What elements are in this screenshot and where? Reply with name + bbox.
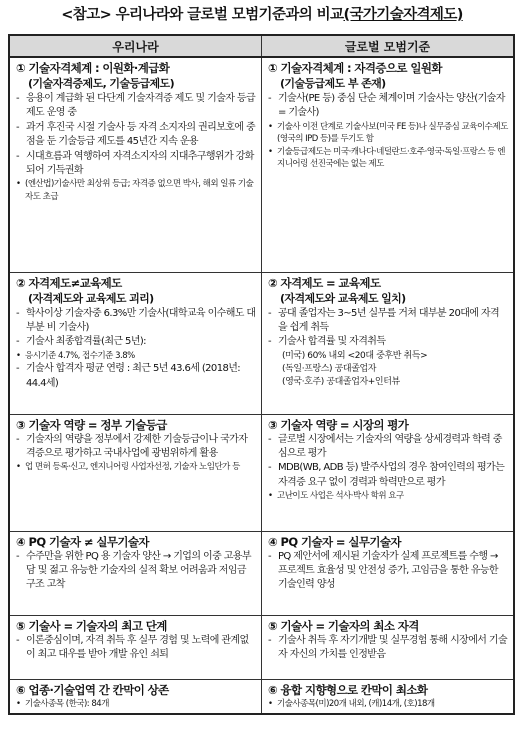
bullet-item: - 응용이 계급화 된 다단계 기술자격증 제도 및 기술자 등급제도 운영 중 [16, 92, 256, 121]
sub-bullet-item: • 업 면허 등록·신고, 엔지니어링 사업자선정, 기술자 노임단가 등 [16, 461, 256, 474]
comparison-row [9, 531, 514, 615]
section-heading: ③ 기술자 역량 = 시장의 평가 [268, 417, 409, 432]
plain-item: (미국) 60% 내외 <20대 중후반 취득> [282, 350, 428, 361]
bullet-item: - 기술사(PE 등) 중심 단순 체계이며 기술사는 양산(기술자 = 기술사) [268, 92, 508, 121]
section-subheading: (기술자격증제도, 기술등급제도) [28, 77, 175, 90]
title-emphasis: (국가기술자격제도) [343, 7, 463, 23]
sub-bullet-item: • (엔산법)기술사만 최상위 등급; 자격증 없으면 박사, 해외 일류 기술자도 초급 [16, 178, 256, 203]
sub-bullet-item: • 기술등급제도는 미국·캐나다·네덜란드·호주·영국·독일·프랑스 등 엔지니어링 선진국에는 없는 제도 [268, 146, 508, 171]
section-subheading: (자격제도와 교육제도 일치) [280, 291, 406, 305]
section-heading: ④ PQ 기술자 ≠ 실무기술자 [16, 534, 149, 549]
header-global: 글로벌 모범기준 [262, 35, 515, 57]
cell-korea [9, 57, 262, 272]
cell-global [262, 531, 515, 615]
section-heading: ① 기술자격체계 : 이원화·계급화 [16, 61, 170, 75]
comparison-table [8, 34, 515, 715]
section-subheading: (기술등급제도 부 존재) [280, 77, 386, 90]
section-heading: ① 기술자격체계 : 자격증으로 일원화 [268, 61, 442, 75]
cell-global [262, 272, 515, 414]
sub-bullet-item: • 기술사종목 (한국): 84개 [16, 698, 256, 711]
bullet-item: - 기술사 취득 후 자기개발 및 실무경험 통해 시장에서 기술자 자신의 가치를 인정받음 [268, 634, 508, 663]
cell-global [262, 57, 515, 272]
bullet-item: - 기술사 최종합격률(최근 5년): [16, 335, 256, 349]
sub-bullet-item: • 고난이도 사업은 석사·박사 학위 요구 [268, 490, 508, 503]
plain-item: (영국·호주) 공대졸업자+인터뷰 [282, 376, 400, 387]
sub-bullet-item: • 기술사종목(미)20개 내외, (캐)14개, (호)18개 [268, 698, 508, 711]
section-heading: ⑤ 기술사 = 기술자의 최소 자격 [268, 618, 419, 633]
section-heading: ⑥ 업종·기술업역 간 칸막이 상존 [16, 682, 169, 697]
bullet-item: - 이론중심이며, 자격 취득 후 실무 경험 및 노력에 관계없이 최고 대우를 받아 개발 유인 쇠퇴 [16, 634, 256, 663]
cell-global [262, 615, 515, 679]
bullet-item: - PQ 제안서에 제시된 기술자가 실제 프로젝트를 수행 → 프로젝트 효율성 및 안전성 증가, 고임금을 통한 유능한 기술인력 양성 [268, 550, 508, 593]
bullet-item: - 시대흐름과 역행하여 자격소지자의 지대추구행위가 강화되어 기득권화 [16, 150, 256, 179]
section-subheading: (자격제도와 교육제도 괴리) [28, 291, 154, 305]
bullet-item: - 과거 후진국 시절 기술사 등 자격 소지자의 권리보호에 중점을 둔 기술등급 제도를 45년간 지속 운용 [16, 121, 256, 150]
page-title [0, 3, 524, 24]
bullet-item: - 기술자의 역량을 정부에서 강제한 기술등급이나 국가자격증으로 평가하고 국내사업에 광범위하게 활용 [16, 433, 256, 462]
bullet-item: - MDB(WB, ADB 등) 발주사업의 경우 참여인력의 평가는 자격증 요구 없이 경력과 학력만으로 평가 [268, 461, 508, 490]
sub-bullet-item: • 응시기준 4.7%, 접수기준 3.8% [16, 350, 256, 363]
title-prefix: <참고> 우리나라와 글로벌 모범기준과의 비교 [61, 7, 344, 23]
comparison-row [9, 679, 514, 714]
bullet-item: - 글로벌 시장에서는 기술자의 역량을 상세경력과 학력 중심으로 평가 [268, 433, 508, 462]
cell-korea [9, 272, 262, 414]
sub-bullet-item: • 기술사 이전 단계로 기술사보(미국 FE 등)나 실무증심 교육이수제도(영국의 IPD 등)를 두기도 함 [268, 121, 508, 146]
cell-korea [9, 414, 262, 531]
section-heading: ④ PQ 기술자 = 실무기술자 [268, 534, 401, 549]
cell-global [262, 414, 515, 531]
bullet-item: - 공대 졸업자는 3~5년 실무를 거쳐 대부분 20대에 자격을 쉽게 취득 [268, 307, 508, 336]
bullet-item: - 기술사 합격률 및 자격취득 [268, 335, 508, 349]
section-heading: ⑤ 기술사 = 기술자의 최고 단계 [16, 618, 167, 633]
comparison-row [9, 615, 514, 679]
bullet-item: - 학사이상 기술자중 6.3%만 기술사(대학교육 이수해도 대부분 비 기술사) [16, 307, 256, 336]
section-heading: ② 자격제도≠교육제도 [16, 275, 122, 290]
section-heading: ⑥ 융합 지향형으로 칸막이 최소화 [268, 682, 428, 697]
cell-global [262, 679, 515, 714]
cell-korea [9, 615, 262, 679]
header-row [9, 35, 514, 57]
bullet-item: - 기술사 합격자 평균 연령 : 최근 5년 43.6세 (2018년: 44.4세) [16, 362, 256, 391]
plain-item: (독일·프랑스) 공대졸업자 [282, 363, 377, 374]
cell-korea [9, 531, 262, 615]
section-heading: ② 자격제도 = 교육제도 [268, 275, 381, 290]
bullet-item: - 수주만을 위한 PQ 용 기술자 양산 → 기업의 이중 고용부담 및 젊고 유능한 기술자의 실적 확보 어려움과 저임금 구조 고착 [16, 550, 256, 593]
comparison-row [9, 272, 514, 414]
comparison-row [9, 414, 514, 531]
cell-korea [9, 679, 262, 714]
comparison-row [9, 57, 514, 272]
header-korea: 우리나라 [9, 35, 262, 57]
section-heading: ③ 기술자 역량 = 정부 기술등급 [16, 417, 167, 432]
